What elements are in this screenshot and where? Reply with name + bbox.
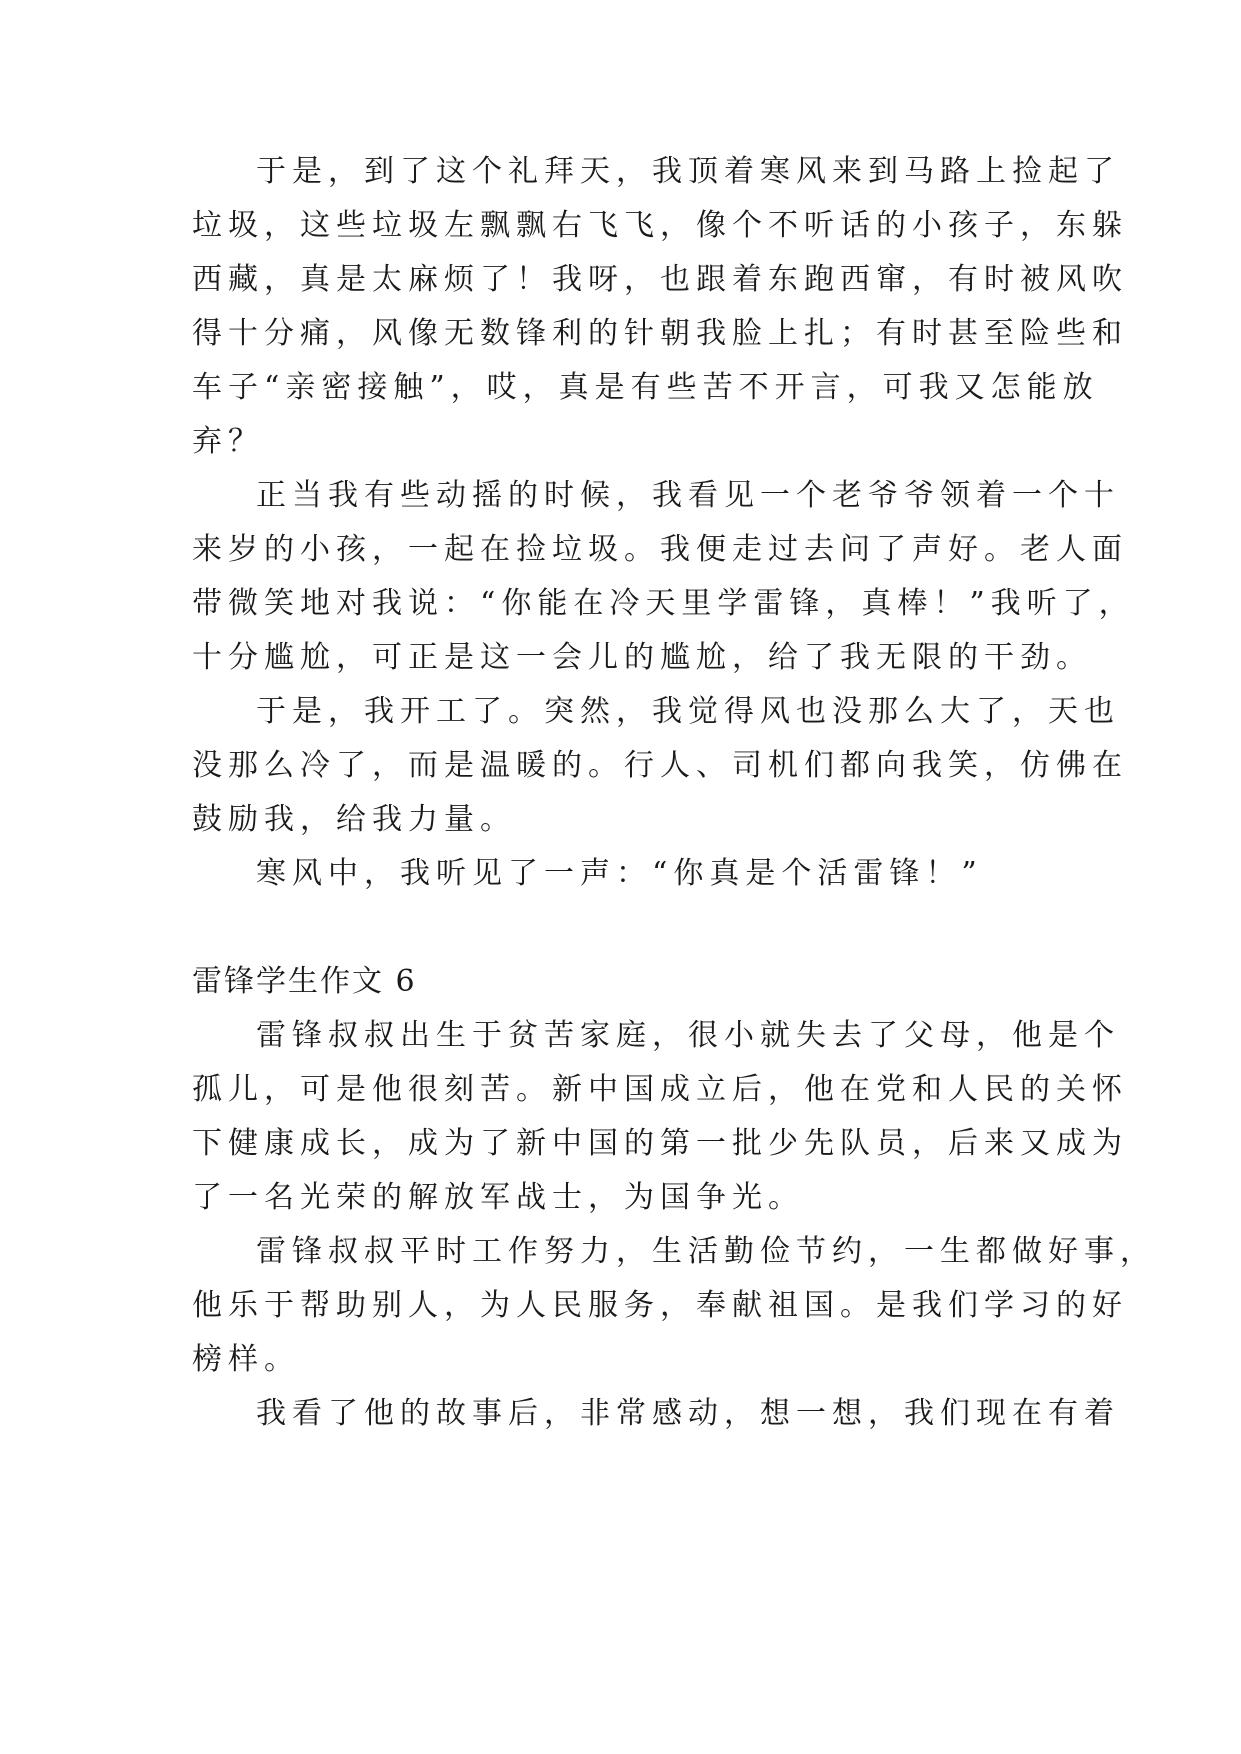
paragraph-line: 孤儿，可是他很刻苦。新中国成立后，他在党和人民的关怀 — [192, 1072, 1128, 1107]
paragraph-line: 车子“亲密接触”，哎，真是有些苦不开言，可我又怎能放 — [192, 370, 1099, 405]
paragraph-line: 西藏，真是太麻烦了！我呀，也跟着东跑西窜，有时被风吹 — [192, 262, 1128, 297]
paragraph-line: 榜样。 — [192, 1342, 300, 1377]
paragraph-line: 鼓励我，给我力量。 — [192, 802, 516, 837]
paragraph-line: 带微笑地对我说：“你能在冷天里学雷锋，真棒！”我听了， — [192, 586, 1135, 621]
paragraph-line: 了一名光荣的解放军战士，为国争光。 — [192, 1180, 804, 1215]
paragraph-line: 于是，到了这个礼拜天，我顶着寒风来到马路上捡起了 — [256, 154, 1120, 189]
section-heading: 雷锋学生作文 6 — [192, 964, 417, 999]
paragraph-line: 来岁的小孩，一起在捡垃圾。我便走过去问了声好。老人面 — [192, 532, 1128, 567]
paragraph-line: 寒风中，我听见了一声：“你真是个活雷锋！” — [256, 856, 983, 891]
paragraph-line: 垃圾，这些垃圾左飘飘右飞飞，像个不听话的小孩子，东躲 — [192, 208, 1128, 243]
paragraph-line: 雷锋叔叔出生于贫苦家庭，很小就失去了父母，他是个 — [256, 1018, 1120, 1053]
paragraph-line: 他乐于帮助别人，为人民服务，奉献祖国。是我们学习的好 — [192, 1288, 1128, 1323]
paragraph-line: 于是，我开工了。突然，我觉得风也没那么大了，天也 — [256, 694, 1120, 729]
paragraph-line: 我看了他的故事后，非常感动，想一想，我们现在有着 — [256, 1396, 1120, 1431]
paragraph-line: 下健康成长，成为了新中国的第一批少先队员，后来又成为 — [192, 1126, 1128, 1161]
paragraph-line: 雷锋叔叔平时工作努力，生活勤俭节约，一生都做好事， — [256, 1234, 1156, 1269]
paragraph-line: 弃？ — [192, 424, 264, 459]
paragraph-line: 得十分痛，风像无数锋利的针朝我脸上扎；有时甚至险些和 — [192, 316, 1128, 351]
paragraph-line: 没那么冷了，而是温暖的。行人、司机们都向我笑，仿佛在 — [192, 748, 1128, 783]
paragraph-line: 正当我有些动摇的时候，我看见一个老爷爷领着一个十 — [256, 478, 1120, 513]
paragraph-line: 十分尴尬，可正是这一会儿的尴尬，给了我无限的干劲。 — [192, 640, 1092, 675]
